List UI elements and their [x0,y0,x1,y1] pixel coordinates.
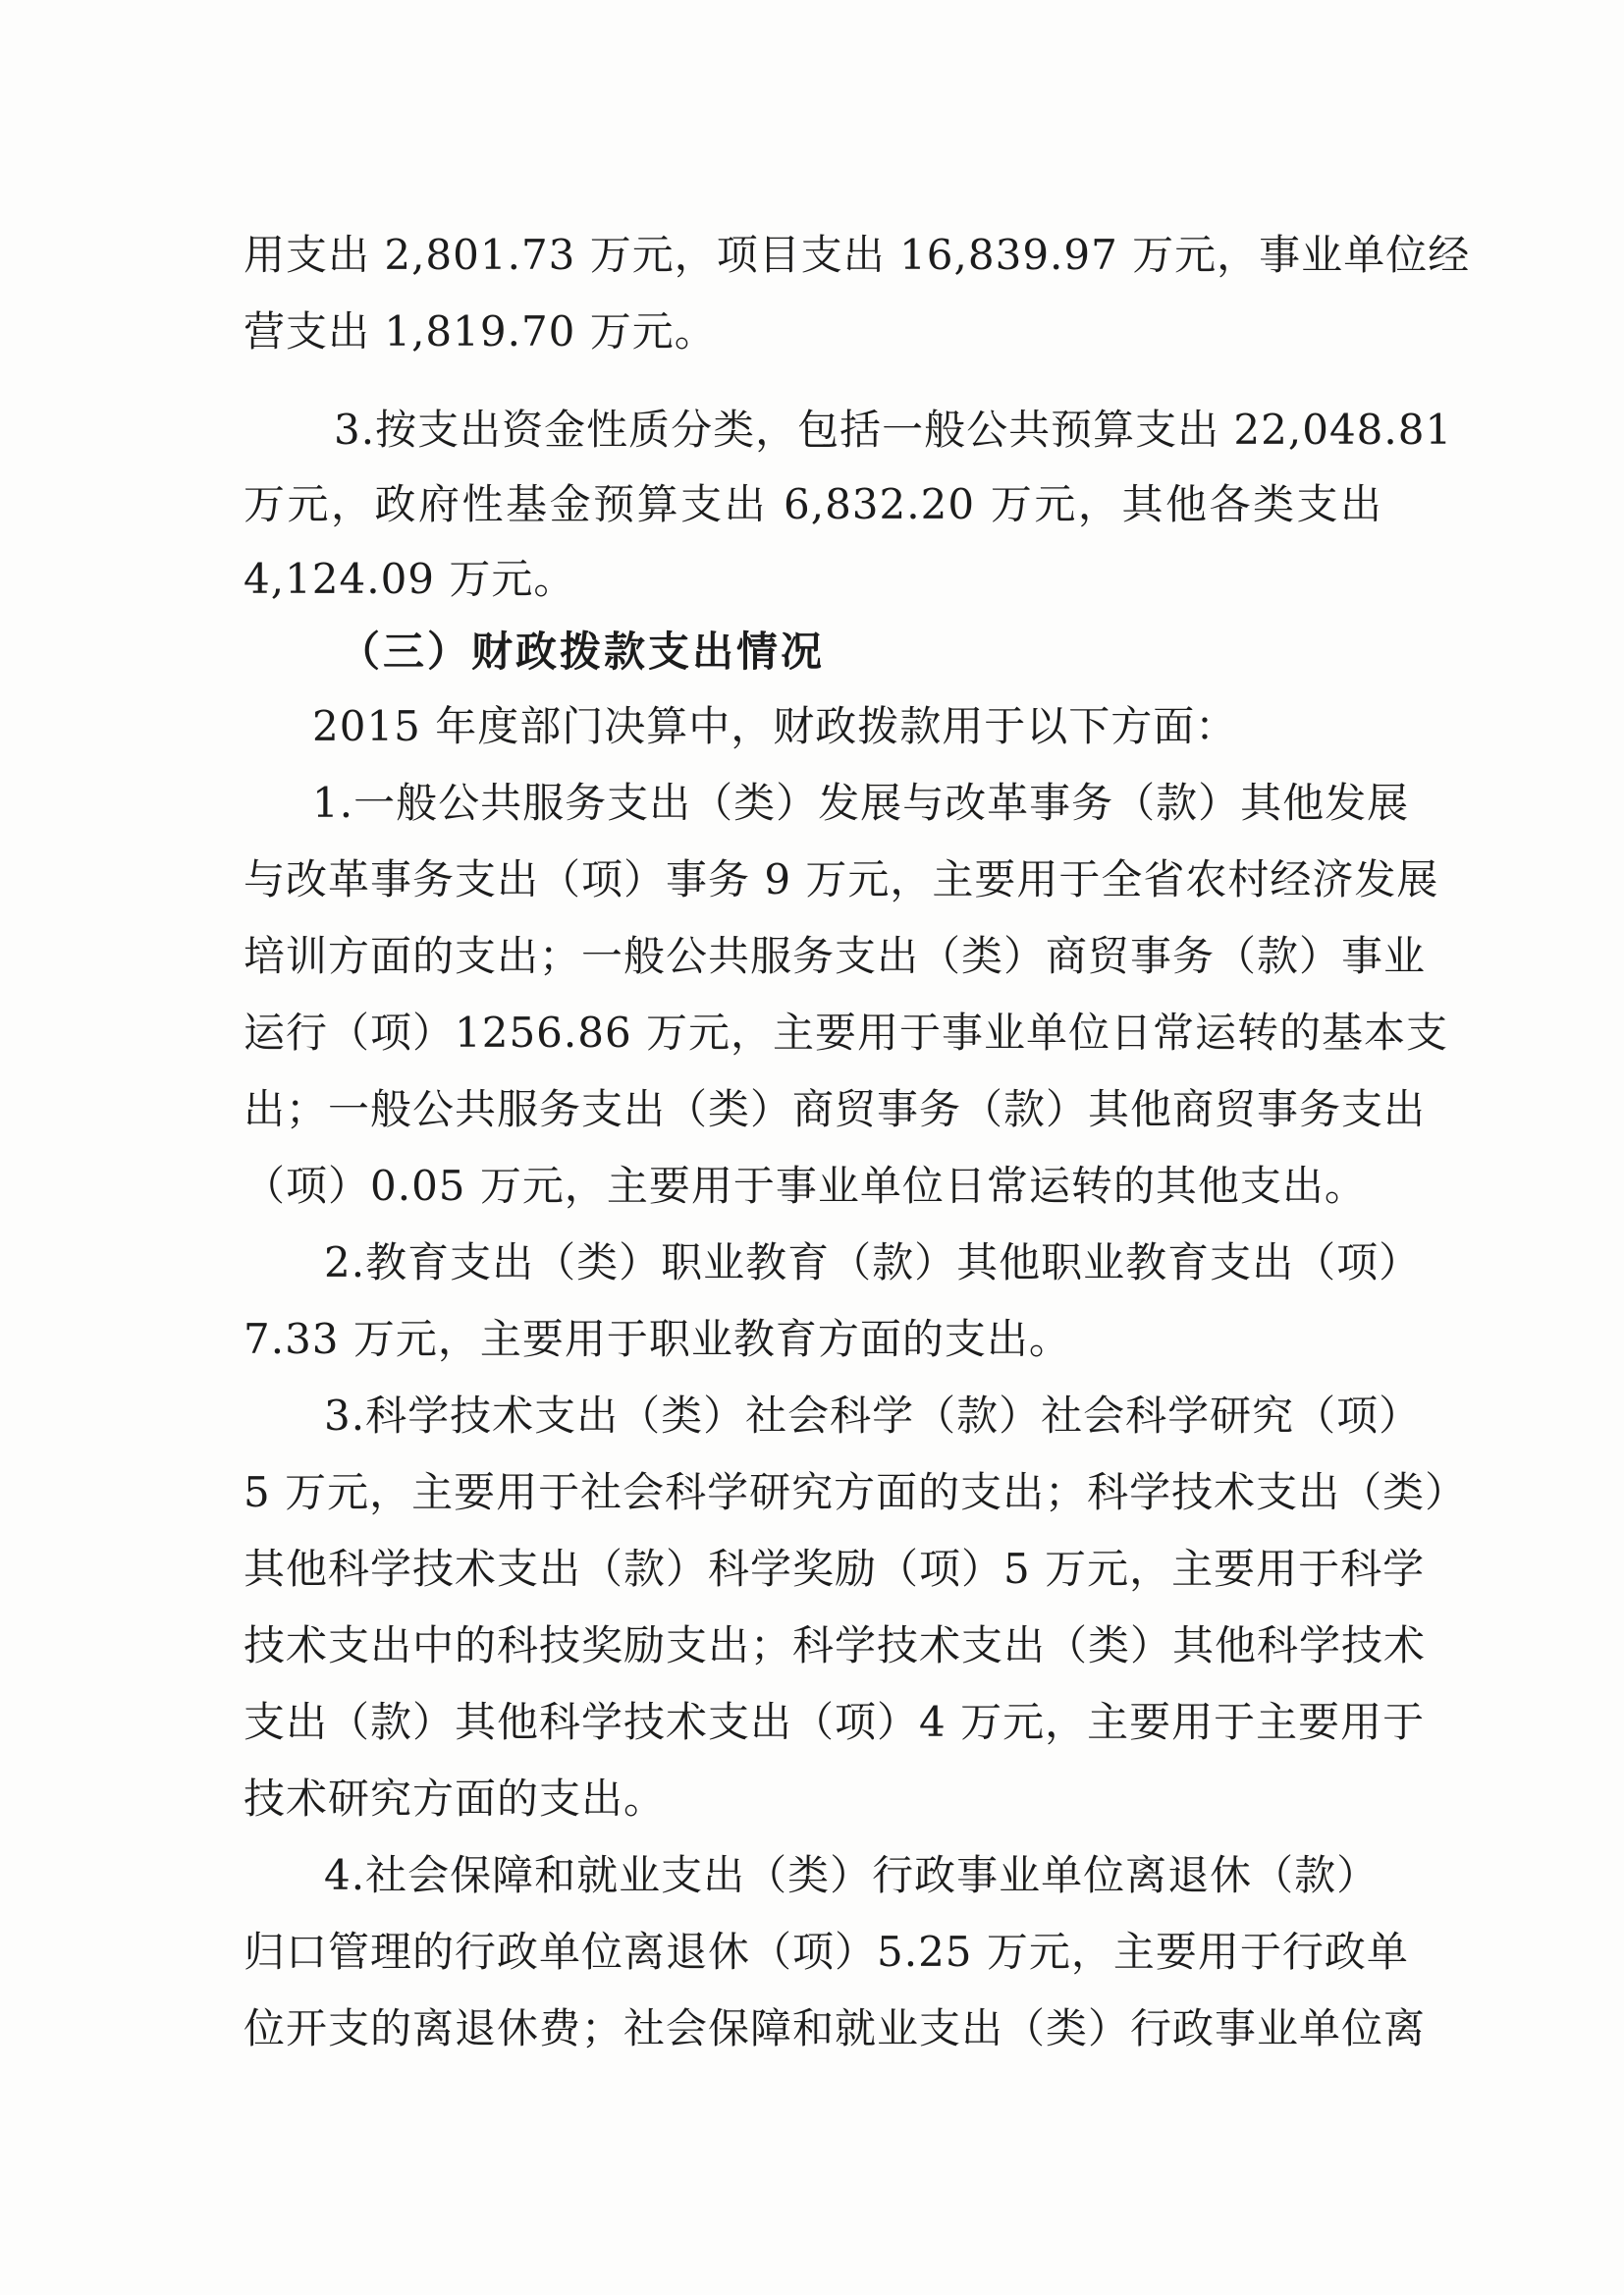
paragraph-line: 支出（款）其他科学技术支出（项）4 万元，主要用于主要用于 [244,1698,1426,1746]
paragraph-line: 1.一般公共服务支出（类）发展与改革事务（款）其他发展 [312,779,1410,827]
paragraph-line: 7.33 万元，主要用于职业教育方面的支出。 [244,1315,1071,1363]
paragraph-line: 2015 年度部门决算中，财政拨款用于以下方面： [312,702,1238,750]
paragraph-line: 万元，政府性基金预算支出 6,832.20 万元，其他各类支出 [244,480,1382,528]
paragraph-line: 5 万元，主要用于社会科学研究方面的支出；科学技术支出（类） [244,1468,1468,1516]
paragraph-line: 归口管理的行政单位离退休（项）5.25 万元，主要用于行政单 [244,1928,1409,1976]
paragraph-line: 技术研究方面的支出。 [244,1775,667,1823]
paragraph-line: 用支出 2,801.73 万元，项目支出 16,839.97 万元，事业单位经 [244,231,1471,279]
section-heading: （三）财政拨款支出情况 [339,628,826,676]
paragraph-line: 3.科学技术支出（类）社会科学（款）社会科学研究（项） [324,1392,1422,1440]
paragraph-line: 4,124.09 万元。 [244,555,576,603]
paragraph-line: 4.社会保障和就业支出（类）行政事业单位离退休（款） [324,1851,1380,1899]
paragraph-line: 运行（项）1256.86 万元，主要用于事业单位日常运转的基本支 [244,1009,1449,1057]
paragraph-line: 2.教育支出（类）职业教育（款）其他职业教育支出（项） [324,1238,1422,1286]
paragraph-line: 培训方面的支出；一般公共服务支出（类）商贸事务（款）事业 [244,932,1427,980]
paragraph-line: 营支出 1,819.70 万元。 [244,307,717,355]
paragraph-line: 与改革事务支出（项）事务 9 万元，主要用于全省农村经济发展 [244,855,1439,903]
paragraph-line: 出；一般公共服务支出（类）商贸事务（款）其他商贸事务支出 [244,1085,1427,1133]
paragraph-line: 位开支的离退休费；社会保障和就业支出（类）行政事业单位离 [244,2004,1427,2052]
paragraph-line: 3.按支出资金性质分类，包括一般公共预算支出 22,048.81 [334,406,1453,454]
paragraph-line: （项）0.05 万元，主要用于事业单位日常运转的其他支出。 [244,1162,1367,1210]
paragraph-line: 技术支出中的科技奖励支出；科学技术支出（类）其他科学技术 [244,1621,1427,1669]
paragraph-line: 其他科学技术支出（款）科学奖励（项）5 万元，主要用于科学 [244,1545,1426,1593]
